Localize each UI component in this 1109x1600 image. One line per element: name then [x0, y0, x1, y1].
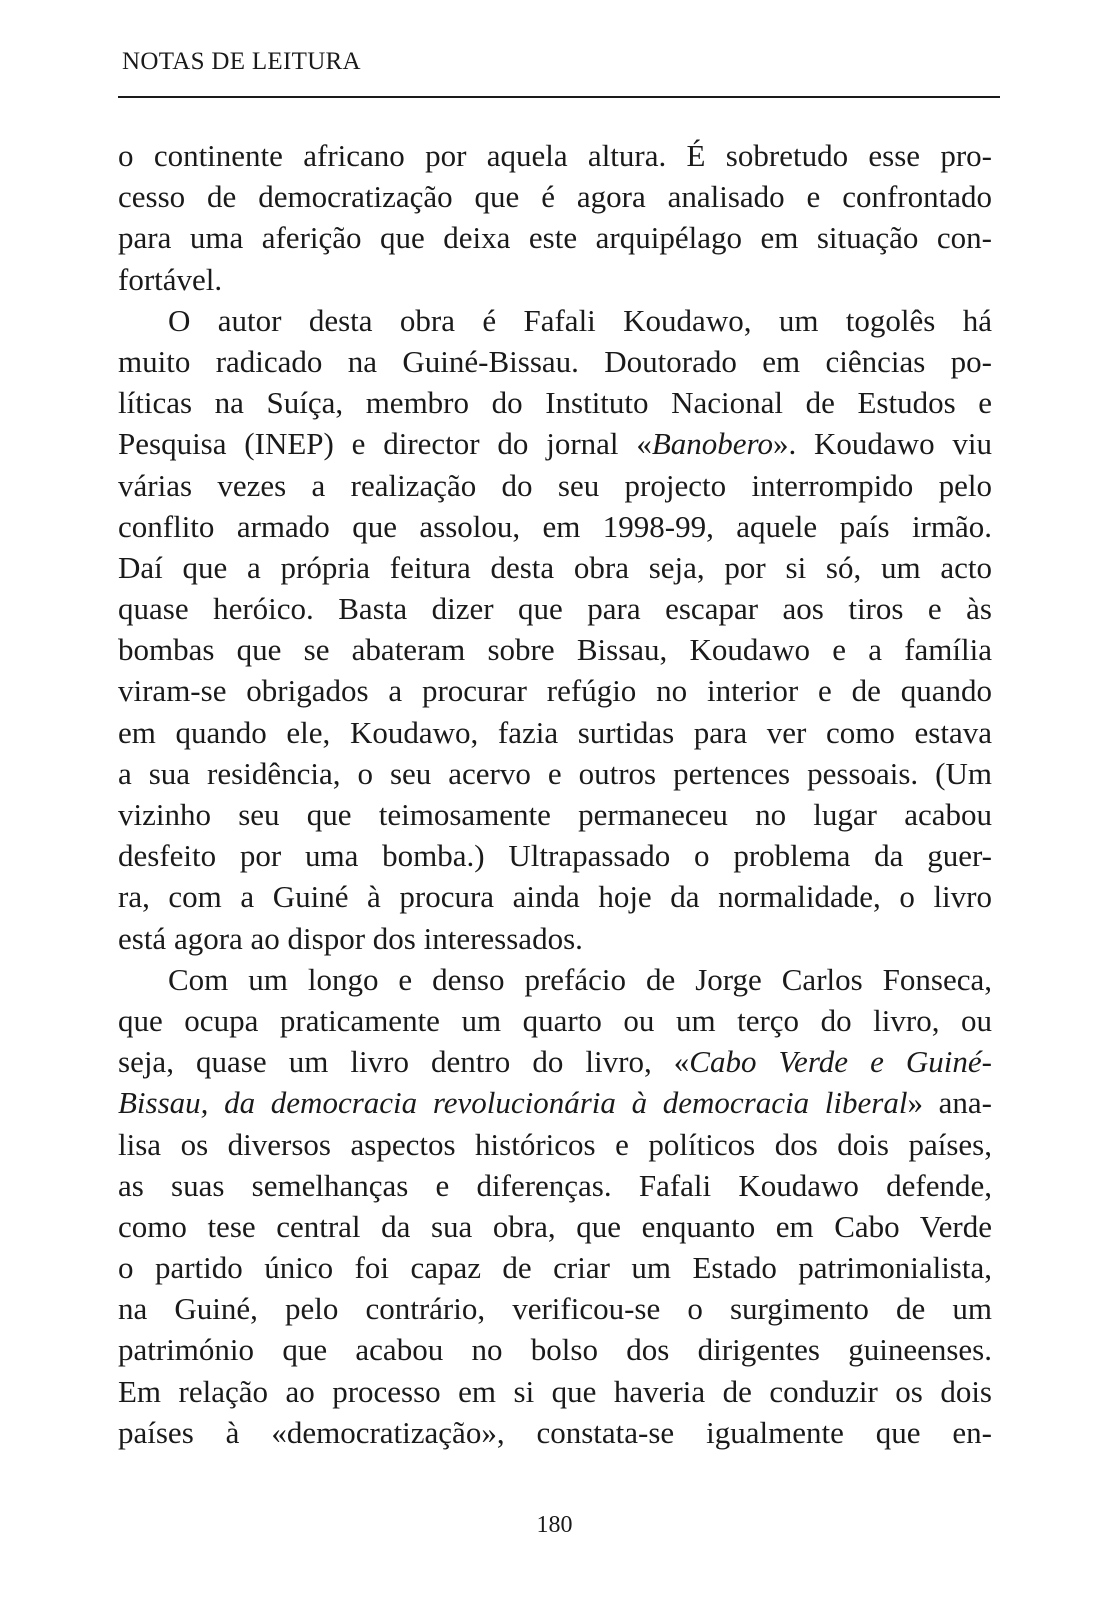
text-line: ra, com a Guiné à procura ainda hoje da normalidade, o livro [118, 879, 992, 915]
text-line: vizinho seu que teimosamente permaneceu no lugar acabou [118, 797, 992, 832]
text-line: Em relação ao processo em si que haveria de conduzir os dois [118, 1373, 992, 1409]
newspaper-title: Banobero [651, 426, 773, 462]
text-line: lisa os diversos aspectos históricos e políticos dos dois países, [118, 1126, 992, 1162]
text-line: líticas na Suíça, membro do Instituto Nacional de Estudos e [118, 385, 992, 421]
text-line: fortável. [118, 261, 223, 297]
text-line: países à «democratização», constata-se igualmente que en- [118, 1414, 992, 1450]
text-line: a sua residência, o seu acervo e outros pertences pessoais. (Um [118, 755, 992, 791]
line-suffix: ». Koudawo viu [772, 426, 992, 462]
text-line: conflito armado que assolou, em 1998-99, aquele país irmão. [118, 508, 992, 544]
header-rule [118, 96, 1000, 98]
text-line: Com um longo e denso prefácio de Jorge Carlos Fonseca, [168, 961, 992, 997]
text-line: as suas semelhanças e diferenças. Fafali Koudawo defende, [118, 1167, 992, 1203]
text-line: desfeito por uma bomba.) Ultrapassado o problema da guer- [118, 838, 992, 874]
text-line: o continente africano por aquela altura. É sobretudo esse pro- [118, 138, 992, 173]
text-line: está agora ao dispor dos interessados. [118, 920, 583, 956]
text-line: como tese central da sua obra, que enquanto em Cabo Verde [118, 1208, 992, 1244]
text-line-with-italic [118, 423, 992, 464]
running-header: NOTAS DE LEITURA [122, 48, 361, 75]
line-prefix: Pesquisa (INEP) e director do jornal « [118, 426, 652, 462]
text-line: o partido único foi capaz de criar um Estado patrimonialista, [118, 1250, 992, 1286]
page-number: 180 [536, 1512, 573, 1538]
text-line: quase heróico. Basta dizer que para escapar aos tiros e às [118, 591, 992, 627]
book-title-part1: Cabo Verde e Guiné- [689, 1044, 993, 1080]
text-line: Daí que a própria feitura desta obra seja, por si só, um acto [118, 549, 992, 585]
text-line-with-italic [118, 1082, 992, 1123]
text-line: em quando ele, Koudawo, fazia surtidas para ver como estava [118, 714, 992, 750]
text-line: O autor desta obra é Fafali Koudawo, um togolês há [168, 302, 992, 338]
text-line: bombas que se abateram sobre Bissau, Koudawo e a família [118, 632, 992, 668]
text-line: para uma aferição que deixa este arquipélago em situação con- [118, 220, 992, 256]
text-line: património que acabou no bolso dos dirigentes guineenses. [118, 1332, 992, 1368]
text-line: na Guiné, pelo contrário, verificou-se o surgimento de um [118, 1291, 992, 1327]
text-line: que ocupa praticamente um quarto ou um terço do livro, ou [118, 1002, 992, 1038]
line-prefix: seja, quase um livro dentro do livro, « [118, 1044, 690, 1080]
text-line: viram-se obrigados a procurar refúgio no interior e de quando [118, 673, 992, 709]
text-line-with-italic [118, 1041, 992, 1082]
book-title-part2: Bissau, da democracia revolucionária à democracia liberal [118, 1085, 908, 1121]
body-text [118, 135, 992, 1453]
line-suffix: » ana- [907, 1085, 992, 1121]
text-line: muito radicado na Guiné-Bissau. Doutorado em ciências po- [118, 343, 992, 379]
text-line: cesso de democratização que é agora analisado e confrontado [118, 179, 992, 215]
text-line: várias vezes a realização do seu projecto interrompido pelo [118, 467, 992, 503]
